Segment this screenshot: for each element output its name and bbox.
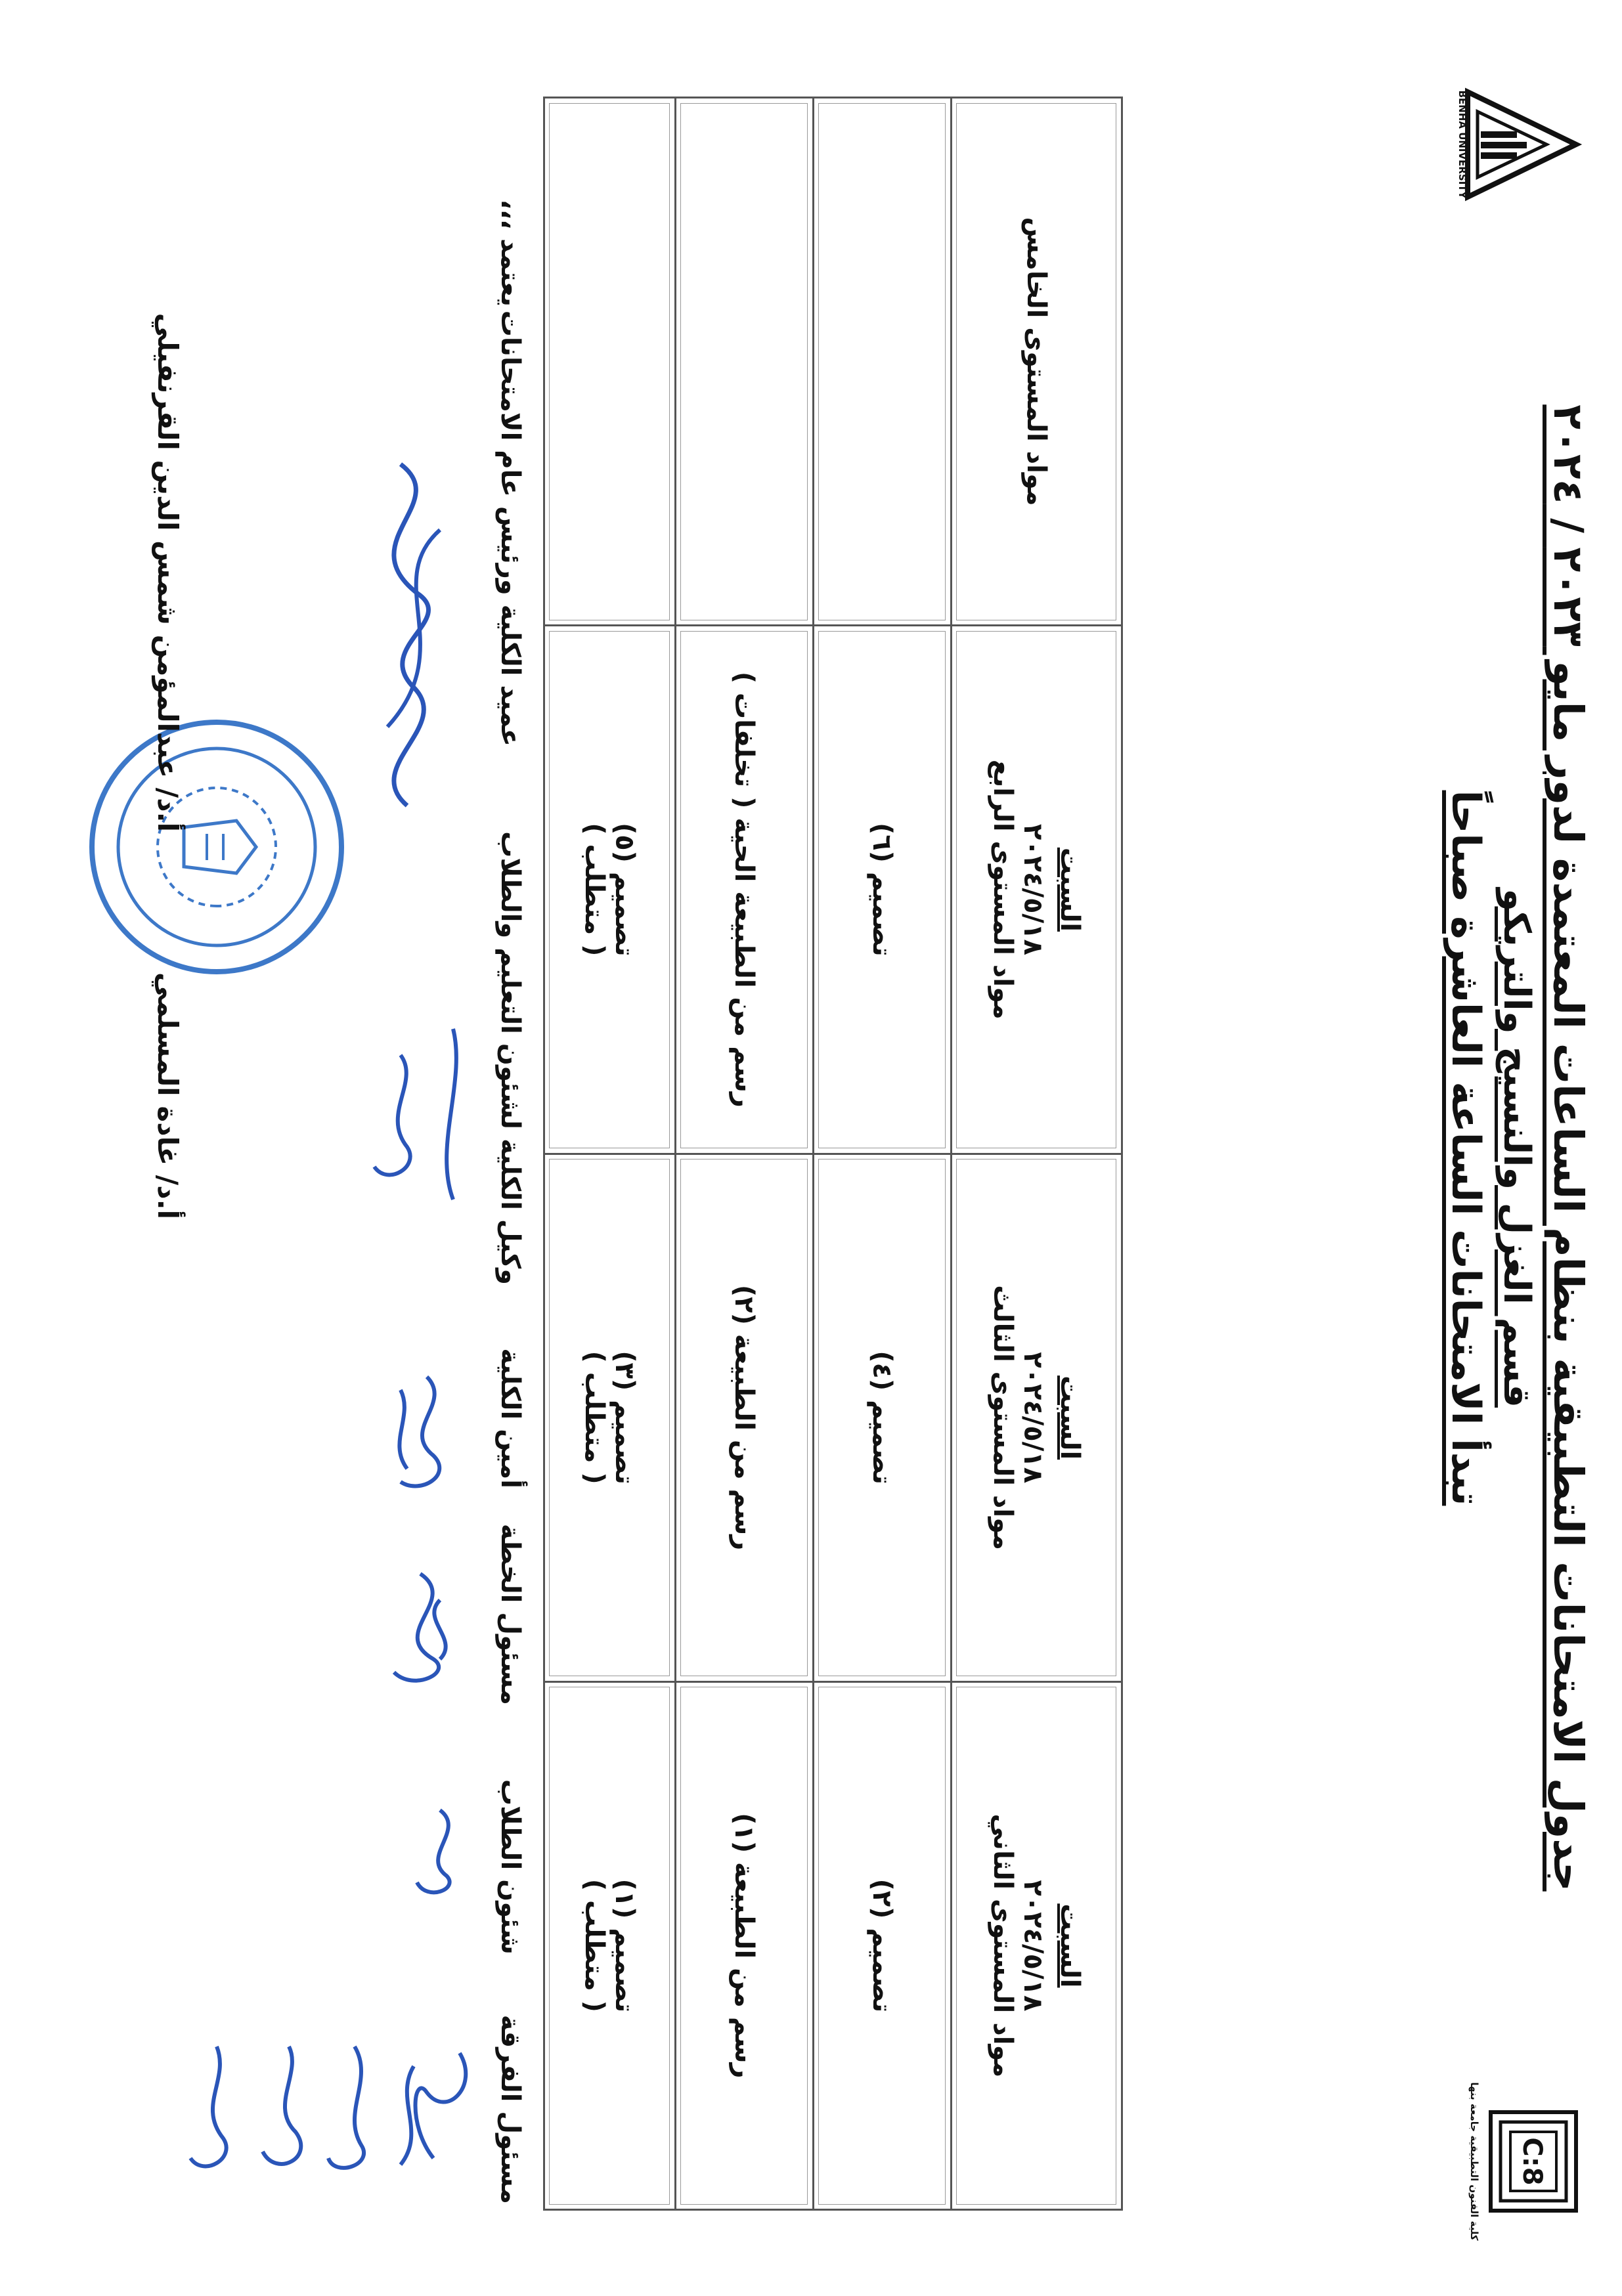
table-cell: تصميم (٦) — [814, 626, 952, 1154]
table-cell — [676, 98, 814, 626]
document-title: جدول الامتحانات التطبيقية بنظام الساعات المعتمدة لدور مايو ٢٠٢٣ / ٢٠٢٤ — [1545, 404, 1592, 1892]
table-cell-level-4 — [952, 626, 1122, 1154]
course-label: تصميم (٣) — [609, 1351, 640, 1485]
signature-titles — [486, 103, 525, 2204]
date-label: ٢٠٢٤/٥/١٨ — [1018, 823, 1049, 955]
department-title: قسم الغزل والنسيج والتريكو — [1495, 888, 1538, 1408]
signature-title-student-affairs: شئون الطلاب — [495, 1779, 525, 1955]
signature-title-class-officer: مسئول الفرقة — [495, 2014, 525, 2204]
header — [1443, 0, 1592, 2296]
signature-title-faculty-secretary: أمين الكلية — [495, 1348, 525, 1488]
table-cell-level-5 — [952, 98, 1122, 626]
table-cell-level-2 — [952, 1681, 1122, 2209]
prerequisite-label: ( متطلب ) — [579, 823, 610, 957]
level-label: مواد المستوى الخامس — [1021, 217, 1052, 506]
prerequisite-label: ( متطلب ) — [579, 1351, 610, 1484]
table-cell — [544, 626, 676, 1154]
signature-title-plan-officer: مسئول الخطة — [495, 1523, 525, 1705]
faculty-secretary-signature — [368, 1364, 479, 1508]
vice-dean-signature — [348, 1016, 479, 1213]
benha-logo-caption: BENHA UNIVERSITY — [1457, 90, 1468, 199]
svg-text:C:8: C:8 — [1517, 2137, 1547, 2186]
table-row-level — [952, 98, 1122, 2210]
table-cell — [544, 1681, 676, 2209]
exam-schedule-table — [543, 97, 1123, 2211]
approval-label: يعتمد ،،، — [495, 199, 525, 307]
table-cell-level-3 — [952, 1154, 1122, 1681]
level-label: مواد المستوى الرابع — [988, 759, 1019, 1020]
table-cell — [814, 98, 952, 626]
table-cell: تصميم (٢) — [814, 1681, 952, 2209]
day-label: السبت — [1055, 847, 1085, 932]
date-label: ٢٠٢٤/٥/١٨ — [1018, 1352, 1049, 1484]
signature-title-dean: عميد الكلية ورئيس عام الامتحانات — [495, 310, 525, 747]
prerequisite-label: ( متطلب ) — [579, 1878, 610, 2012]
table-row-drawing — [676, 98, 814, 2210]
signature-title-vice-dean: وكيل الكلية لشئون التعليم والطلاب — [495, 831, 525, 1285]
table-cell — [544, 1154, 676, 1681]
course-label: تصميم (١) — [609, 1878, 640, 2013]
table-row-prerequisite — [544, 98, 676, 2210]
table-row-design — [814, 98, 952, 2210]
start-time-title: تبدأ الامتحانات الساعة العاشرة صباحاً — [1443, 790, 1489, 1506]
table-cell: رسم من الطبيعة الحية ( تخلفات ) — [676, 626, 814, 1154]
plan-officer-signature — [368, 1561, 479, 1705]
table-cell — [544, 98, 676, 626]
date-label: ٢٠٢٤/٥/١٨ — [1018, 1880, 1049, 2012]
table-cell: رسم من الطبيعة (٢) — [676, 1154, 814, 1681]
faculty-logo-caption: كلية الفنون التطبيقية جامعة بنها — [1468, 2082, 1480, 2241]
table-cell: رسم من الطبيعة (١) — [676, 1681, 814, 2209]
level-label: مواد المستوى الثاني — [988, 1813, 1019, 2078]
dean-name: أ.د/ عبدالمؤمن شمس الدين القرنفيلي — [152, 313, 184, 832]
day-label: السبت — [1055, 1903, 1085, 1988]
day-label: السبت — [1055, 1375, 1085, 1460]
official-stamp — [79, 709, 355, 985]
level-label: مواد المستوى الثالث — [988, 1285, 1019, 1550]
vice-dean-name: أ.د/ غادة المسلمي — [152, 972, 184, 1219]
table-cell: تصميم (٤) — [814, 1154, 952, 1681]
student-affairs-signature — [401, 1797, 479, 1915]
course-label: تصميم (٥) — [609, 822, 640, 957]
class-officer-signatures — [177, 2027, 486, 2198]
